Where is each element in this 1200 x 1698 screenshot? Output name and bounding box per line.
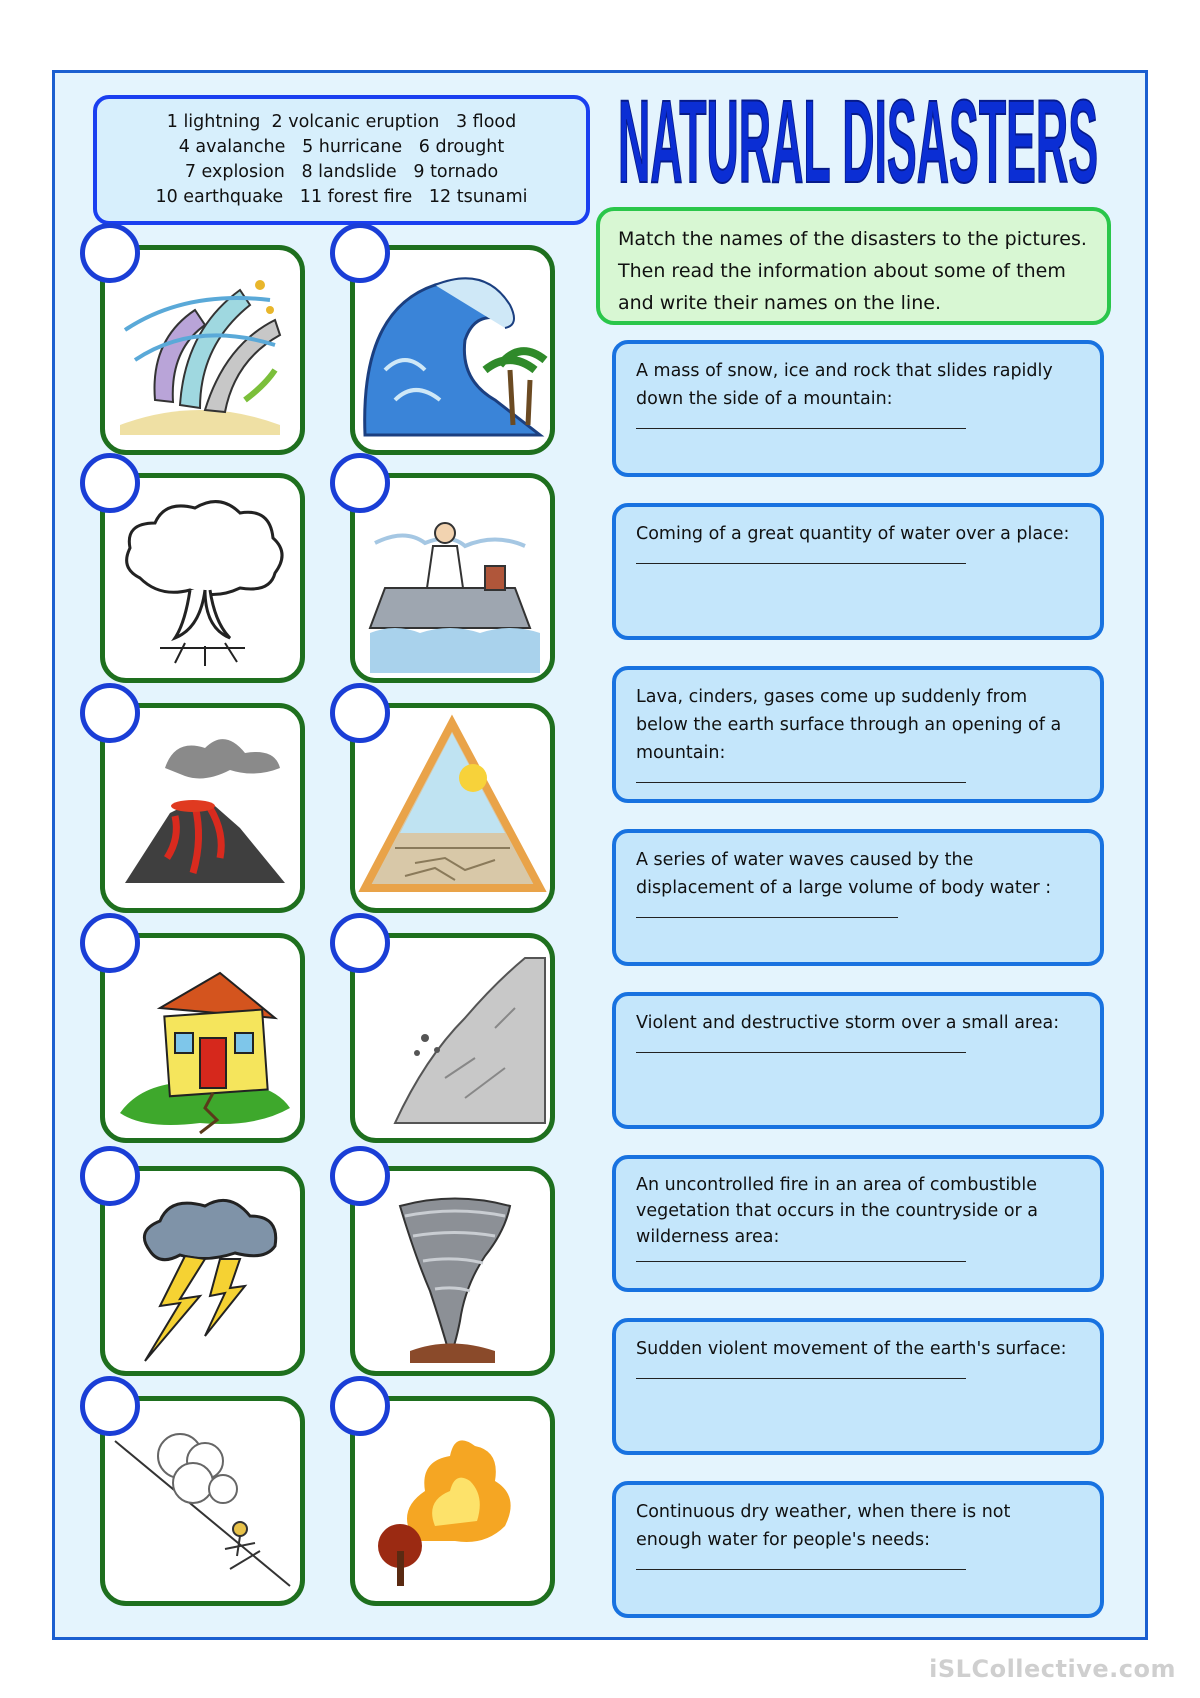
word-bank-line: 10 earthquake 11 forest fire 12 tsunami <box>155 187 528 207</box>
question-box <box>612 992 1104 1129</box>
answer-number-circle[interactable] <box>330 1376 390 1436</box>
question-text: Continuous dry weather, when there is not enough water for people's needs: <box>636 1502 1011 1550</box>
flood-rooftop-icon <box>355 478 550 678</box>
answer-line[interactable] <box>636 1260 966 1262</box>
question-box <box>612 1481 1104 1618</box>
page-title <box>608 82 1108 200</box>
hurricane-icon <box>105 250 300 450</box>
question-box <box>612 503 1104 640</box>
answer-number-circle[interactable] <box>330 913 390 973</box>
lightning-icon <box>105 1171 300 1371</box>
question-box <box>612 666 1104 803</box>
question-text: Violent and destructive storm over a small area: <box>636 1013 1060 1033</box>
tsunami-wave-icon <box>355 250 550 450</box>
question-box <box>612 1155 1104 1292</box>
answer-line[interactable] <box>636 781 966 783</box>
drought-icon <box>355 708 550 908</box>
explosion-cloud-icon <box>105 478 300 678</box>
word-bank-line: 4 avalanche 5 hurricane 6 drought <box>178 137 505 157</box>
answer-number-circle[interactable] <box>330 453 390 513</box>
answer-number-circle[interactable] <box>80 1376 140 1436</box>
word-bank-line: 7 explosion 8 landslide 9 tornado <box>184 162 499 182</box>
landslide-icon <box>355 938 550 1138</box>
question-text: A series of water waves caused by the displacement of a large volume of body water : <box>636 850 1052 898</box>
answer-line[interactable] <box>636 1377 966 1379</box>
question-text: Sudden violent movement of the earth's surface: <box>636 1339 1067 1359</box>
question-text: Coming of a great quantity of water over a place: <box>636 524 1070 544</box>
instructions-text: Match the names of the disasters to the pictures. Then read the information about some of them and write their names on the line. <box>618 228 1087 314</box>
question-box <box>612 340 1104 477</box>
picture-card-hurricane <box>100 245 305 455</box>
answer-number-circle[interactable] <box>80 913 140 973</box>
answer-number-circle[interactable] <box>80 1146 140 1206</box>
earthquake-house-icon <box>105 938 300 1138</box>
answer-line[interactable] <box>636 1568 966 1570</box>
page-title-text: NATURAL DISASTERS <box>618 82 1098 200</box>
instructions-box <box>596 207 1111 325</box>
answer-number-circle[interactable] <box>330 683 390 743</box>
forest-fire-icon <box>355 1401 550 1601</box>
question-text: An uncontrolled fire in an area of combustible vegetation that occurs in the countryside or a wilderness area: <box>636 1175 1039 1247</box>
question-box <box>612 1318 1104 1455</box>
question-text: A mass of snow, ice and rock that slides rapidly down the side of a mountain: <box>636 361 1053 409</box>
answer-number-circle[interactable] <box>330 223 390 283</box>
question-box <box>612 829 1104 966</box>
answer-line[interactable] <box>636 1051 966 1053</box>
volcano-icon <box>105 708 300 908</box>
word-bank <box>93 95 590 225</box>
answer-line[interactable] <box>636 427 966 429</box>
picture-card-tsunami <box>350 245 555 455</box>
answer-number-circle[interactable] <box>80 453 140 513</box>
question-text: Lava, cinders, gases come up suddenly from below the earth surface through an opening of a mountain: <box>636 687 1062 763</box>
answer-number-circle[interactable] <box>80 223 140 283</box>
answer-line[interactable] <box>636 916 898 918</box>
tornado-icon <box>355 1171 550 1371</box>
answer-line[interactable] <box>636 562 966 564</box>
avalanche-icon <box>105 1401 300 1601</box>
word-bank-line: 1 lightning 2 volcanic eruption 3 flood <box>166 112 517 132</box>
answer-number-circle[interactable] <box>80 683 140 743</box>
answer-number-circle[interactable] <box>330 1146 390 1206</box>
site-watermark: iSLCollective.com <box>929 1655 1176 1683</box>
